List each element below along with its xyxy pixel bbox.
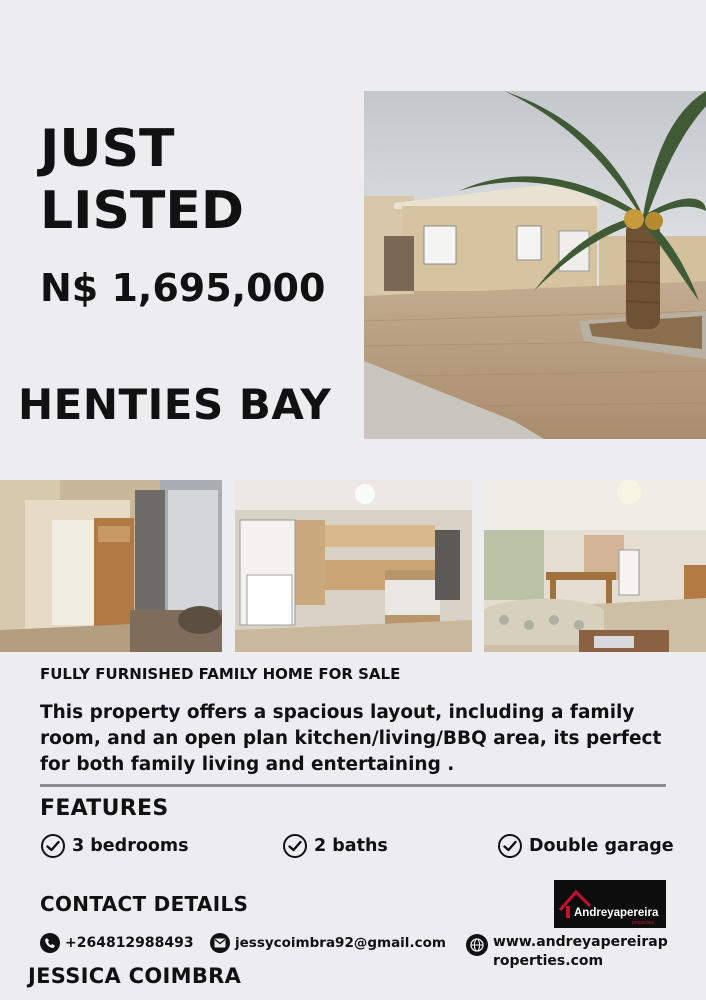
check-circle-icon bbox=[497, 833, 523, 859]
section-divider bbox=[40, 784, 666, 787]
headline-line-1: JUST bbox=[40, 119, 175, 179]
contact-phone-text: +264812988493 bbox=[65, 935, 194, 951]
feature-garage-label: Double garage bbox=[529, 836, 674, 856]
phone-icon bbox=[40, 933, 60, 953]
email-icon bbox=[210, 933, 230, 953]
hallway-photo-illustration bbox=[0, 480, 222, 652]
contact-phone[interactable] bbox=[40, 933, 194, 953]
headline-line-2: LISTED bbox=[40, 181, 245, 241]
living-room-photo-illustration bbox=[484, 480, 706, 652]
contact-heading: CONTACT DETAILS bbox=[40, 892, 249, 916]
exterior-photo-illustration bbox=[364, 91, 706, 439]
features-heading: FEATURES bbox=[40, 796, 169, 821]
feature-baths-label: 2 baths bbox=[314, 836, 388, 856]
feature-baths bbox=[282, 832, 388, 860]
kitchen-photo-illustration bbox=[235, 480, 472, 652]
agency-logo bbox=[554, 880, 666, 928]
contact-email[interactable] bbox=[210, 933, 446, 953]
agency-logo-mark bbox=[554, 880, 666, 928]
exterior-photo bbox=[364, 91, 706, 439]
listing-location: HENTIES BAY bbox=[18, 380, 332, 429]
listing-description: This property offers a spacious layout, including a family room, and an open plan kitchen/living/BBQ area, its perfect for both family living and entertaining . bbox=[40, 702, 662, 775]
logo-brand-text: Andreyapereira bbox=[574, 907, 659, 919]
hallway-photo bbox=[0, 480, 222, 652]
agent-name: JESSICA COIMBRA bbox=[28, 964, 242, 988]
contact-website[interactable] bbox=[466, 933, 671, 971]
contact-email-text: jessycoimbra92@gmail.com bbox=[235, 935, 446, 951]
listing-price: N$ 1,695,000 bbox=[40, 266, 326, 310]
listing-subtitle: FULLY FURNISHED FAMILY HOME FOR SALE bbox=[40, 665, 401, 683]
feature-bedrooms-label: 3 bedrooms bbox=[72, 836, 189, 856]
check-circle-icon bbox=[282, 833, 308, 859]
kitchen-photo bbox=[235, 480, 472, 652]
logo-tag-text: properties bbox=[632, 920, 655, 926]
headline bbox=[40, 118, 244, 242]
globe-icon bbox=[466, 934, 488, 956]
contact-website-text: www.andreyapereirap roperties.com bbox=[493, 934, 668, 969]
check-circle-icon bbox=[40, 833, 66, 859]
living-room-photo bbox=[484, 480, 706, 652]
feature-bedrooms bbox=[40, 832, 189, 860]
feature-garage bbox=[497, 832, 674, 860]
